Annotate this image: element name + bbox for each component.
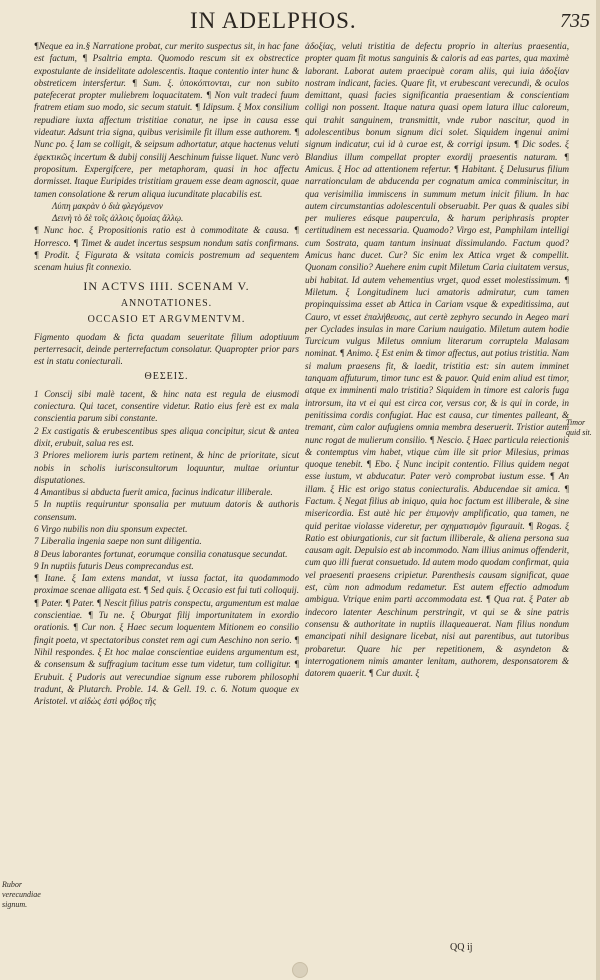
greek-verse: Δεινὴ τὸ δὲ τοῖς ἀλλοις ὅμοίας ἄλλῳ.	[52, 213, 184, 224]
item-number: 9	[34, 560, 39, 571]
annotations-heading: ANNOTATIONES.	[120, 297, 213, 309]
margin-note-right: Timor quid sit.	[566, 418, 592, 437]
item-number: 4	[34, 487, 39, 498]
numbered-list	[34, 388, 299, 572]
item-number: 2	[34, 425, 39, 436]
theses-heading: ΘΕΣΕΙΣ.	[144, 371, 189, 383]
greek-verse: Λύπη μακρὰν ὁ διὰ φλεγόμενον	[52, 200, 163, 211]
running-title: IN ADELPHOS.	[190, 8, 357, 33]
list-item	[34, 498, 299, 523]
item-text: Virgo nubilis non diu sponsum expectet.	[40, 523, 188, 534]
item-text: In nuptiis futuris Deus comprecandus est.	[40, 560, 194, 571]
item-text: In nuptiis requiruntur sponsalia per mutuum datoris & authoris consensum.	[34, 499, 299, 522]
item-text: Conscij sibi malè tacent, & hinc nata est regula de eiusmodi coniectura. Qui tacet, consentire videtur. Ratio eius ferè est ex mala conscientia parum sibi constante.	[34, 388, 299, 424]
paragraph: ¶ Nunc hoc. ξ Propositionis ratio est à commoditate & causa. ¶ Horresco. ¶ Timet & audet incertus sespsum nondum satis confirmans. ¶ Prodit. ξ Figurata & vsitata comicis postremum ad sequentem scenam huius fit connexio.	[34, 225, 299, 273]
item-text: Priores meliorem iuris partem retinent, & hinc de prioritate, sicut nobis in scholis iurisconsultorum loquuntur, multae oriuntur disputationes.	[34, 450, 299, 485]
list-item	[34, 560, 299, 572]
list-item	[34, 523, 299, 535]
item-text: Ex castigatis & erubescentibus spes aliqua concipitur, sicut & antea dixit, erubuit, salua res est.	[34, 425, 299, 448]
list-item	[34, 548, 299, 560]
folio-number: 735	[560, 10, 590, 32]
item-number: 3	[34, 450, 39, 461]
item-text: Liberalia ingenia saepe non sunt diligentia.	[40, 536, 202, 547]
left-column	[34, 40, 299, 960]
item-number: 8	[34, 548, 39, 559]
item-text: Deus laborantes fortunat, eorumque consilia conatusque secundat.	[40, 548, 288, 559]
occasio-heading: OCCASIO ET ARGVMENTVM.	[87, 314, 246, 326]
item-number: 7	[34, 536, 39, 547]
page-spine	[596, 0, 600, 980]
closing-paragraph: ¶ Itane. ξ Iam extens mandat, vt iussa factat, ita quodammodo proximae scenae alligata est. ¶ Sed quis. ξ Occasio est fui tuti colloquij. ¶ Pater. ¶ Pater. ¶ Nescit filius patris conspectu, argumentum est malae conscientiae. ¶ Tu ne. ξ Oburgat filij importunitatem in exordio orationis. ¶ Cur non. ξ Haec secum loquentem Mitionem eo consilio fingit poeta, vt spectatoribus constet rem agi cum Aeschino non serio. ¶ Nihil respondes. ξ Et hoc malae conscientiae euidens argumentum est, & consensum & suffragium tacitum esse tum videtur, tum colligitur. ¶ Erubuit. ξ Pudoris aut verecundiae signum esse ruborem philosophi tradunt, & Plutarch. Proble. 14. & Gell. 19. c. 6. Notum quoque ex Aristotel. vt αἰδὼς ἐστὶ φόβος τῆς	[34, 573, 299, 707]
binding-hole-mark	[292, 962, 308, 978]
item-number: 5	[34, 499, 39, 510]
act-heading: IN ACTVS IIII. SCENAM V.	[83, 278, 250, 293]
right-column	[305, 40, 569, 940]
running-header	[0, 4, 600, 38]
list-item	[34, 486, 299, 498]
list-item	[34, 535, 299, 547]
paragraph: ἀδοξίας, veluti tristitia de defectu proprio in alterius praesentia, propter quam fit motus sanguinis & caloris ad eas partes, qua maximè laborant. Laborat autem praecipuè coram aliis, qui iuia ἀδοξίαν nostram indicant, facies. Quare fit, vt erubescant verecundi, & oculos demittant, quasi facies significantia praesentiam & conscientiam colligi non possent. Itaque natura quasi opem latura illuc caloreum, qui trahit sanguinem, transmittit, vnde rubor nascitur, quod in adolescentibus bonum signum dici solet. Siquidem ingenui animi signum indicatur, cui id à curae est, & corrigi ipsum. ¶ Dic sodes. ξ Blandius illum compellat propter exordij praesentis naturam. ¶ Amicus. ξ Hoc ad attentionem refertur. ¶ Habitant. ξ Delusurus filium narrationculam de abducenda per cognatum amica comminiscitur, in qua verisimilia immiscens in summum metum inicit filium. In hac autem circumstantias adolescentuli obseruabit. Per quas & quales sibi per mulieres eásque paupercula, & harum periphrasis propter certitudinem est necessaria. Quamodo? Virgo est, Pamphilam intelligi cum Sostrata, quam tantum insinuat dissimulando. Factum quod? Amicus hanc ducet. Cur? Sic enim lex Attica vrget & compellit. Quonam consilio? Auehere enim cupit Miletum Caria ciuitatem versus, ubi habitat. Id autem vehementius vrget, quod esset molestissimum. ¶ Miletum. ξ Longitudinem luci amatoris admiratur, cum tamen propinquissima esset ab Attica in Cariam vsque & expeditissima, aut Cauro, vt esset ἐπαλήθευσις, aut certè zephyro secundo in Aegeo mari per Cyclades insulas in mare Carium nauigatio. Miletum autem hodie Turcicum vulgus Miletus omnium literarum corruptela Malasam nominat. ¶ Animo. ξ Est enim & timor affectus, aut potius tristitia. Nam si malum praesens fit, & laedit, tristitia est: sin autem imminet tanquam affuturum, timor tunc est & pauor. Quid enim aliud est timor, atque ex imminenti malo tristitia? Siquidem in timore est caloris fuga introrsum, ita vt ei qui est circa cor, versus cor, & is qui in corde, in penitissima cordis confugiat. Hac est causa, cur timentes palleant, & tremant, cùm calor aufugiens omnia membra deseruerit. Tristior autem nunc rogat de mulierum consilio. ¶ Nescio. ξ Haec particula reiectionis & contemptus vim habet, vtique cùm ille sit prior Milesius, primas quoque tenebit. ¶ Ebo. ξ Nunc incipit contentio. Filius quidem negat esse iustum, vt abducatur. Pater verò comprobat iustum esse. ¶ An illam. ξ Hic est origo status coniecturalis. Abducendae sit amica. ¶ Factum. ξ Negat filius ab iniquo, quia hoc factum est illiberale, & sine misericordia. Est autè hic per ἐπιμονὴν amplificatio, qua tamen, ne quid peritae violasse videretur, per σχηματισμὸν figurauit. ¶ Rogas. ξ Ratio est obiurgationis, cur sit factum illiberale, & aliena persona sua causam agit. Depulsio est ab incommodo. Nam illius animus offenderit, cum quo illi fuerat consuetudo. Id autem modo quodam confirmat, quia vel praesenti praesens cripietur. Parenthesis causam significat, quae est, cùm non admodum redametur. Est autem effectio admodum ambigua. Vtrique enim parti accommodata est. ¶ Qua rat. ξ Pater ab indecoro latenter Aeschinum perstringit, vt qui se & sine patris consensu & authoritate in nuptiis illaqueauerat. Nam filius nondum emancipati nihil designare licebat, nisi aut parentibus, aut tutoribus probaretur. Quare hic per repetitionem, & asyndeton & interrogationem nimis amanter lenitam, authorem, desponsatorem & datorem quaerit. ¶ Cur duxit. ξ	[305, 41, 569, 679]
list-item	[34, 388, 299, 425]
item-number: 1	[34, 388, 39, 399]
list-item	[34, 449, 299, 486]
paragraph: ¶Neque ea in.§ Narratione probat, cur merito suspectus sit, in hac fane est factum, ¶ Psaltria empta. Quomodo rescum sit ex obstrectice expostulante de insidelitate adolescentis. Itaque contentio inter hunc & obstreticem intersfertur. ¶ Sum. ξ. ὑποκόπτονται, cur non subito patefecerat propter muliebrem loquacitatem. ¶ Non vult tradeci fuum fratrem etiam suo modo, sic secum statuit. ¶ Idipsum. ξ Mox consilium repudiare iuxta affectum tristitiae conatur, ne ipse in causa esse videatur. Adsunt tria signa, quibus verisimile fit illum esse authorem. ¶ Nunc po. ξ Iam se colligit, & seipsum adhortatur, atque hactenus veluti ἐφεκτικῶς incertum & dubij consilij Aeschinum fuisse liquet. Nunc verò propositum. Expergifcere, per metaphoram, quasi in hoc affectu dormisset. Itaque Euripides tristitiam grauem esse deam agnoscit, quae tamen consolatione & rerum aliqua iucunditate placabilis est.	[34, 41, 299, 199]
item-text: Amantibus si abducta fuerit amica, facinus indicatur illiberale.	[40, 487, 273, 498]
list-item	[34, 425, 299, 450]
catchword: QQ ij	[450, 942, 473, 953]
item-number: 6	[34, 523, 39, 534]
argument-paragraph: Figmento quodam & ficta quadam seueritate filium adoptiuum perterresacit, deinde perterrefactum consolatur. Quapropter prior pars est in statu coniecturali.	[34, 331, 299, 367]
margin-note-left: Rubor verecundiae signum.	[2, 880, 41, 909]
